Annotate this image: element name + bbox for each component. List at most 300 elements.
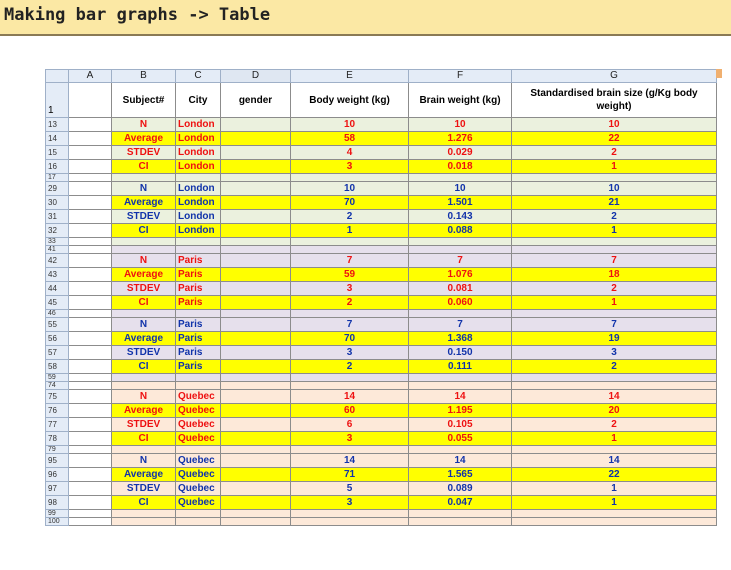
- row-number[interactable]: 74: [46, 382, 69, 390]
- cell-a[interactable]: [69, 374, 112, 382]
- cell-gender[interactable]: [221, 374, 291, 382]
- cell-standardised[interactable]: 14: [512, 454, 717, 468]
- cell-standardised[interactable]: 2: [512, 146, 717, 160]
- row-number[interactable]: 46: [46, 310, 69, 318]
- row-number[interactable]: 45: [46, 296, 69, 310]
- cell-a[interactable]: [69, 482, 112, 496]
- blank-row: [46, 510, 717, 518]
- table-row: [46, 346, 717, 360]
- cell-gender[interactable]: [221, 310, 291, 318]
- cell-stat[interactable]: CI: [112, 432, 176, 446]
- cell-stat[interactable]: [112, 174, 176, 182]
- cell-city[interactable]: Quebec: [176, 418, 221, 432]
- cell-a[interactable]: [69, 282, 112, 296]
- cell-gender[interactable]: [221, 446, 291, 454]
- row-number[interactable]: 1: [46, 83, 69, 118]
- cell-gender[interactable]: [221, 118, 291, 132]
- cell-standardised[interactable]: 1: [512, 432, 717, 446]
- cell-body-weight[interactable]: 10: [291, 182, 409, 196]
- cell-brain-weight[interactable]: 1.501: [409, 196, 512, 210]
- cell-a[interactable]: [69, 454, 112, 468]
- cell-gender[interactable]: [221, 174, 291, 182]
- cell-body-weight[interactable]: 14: [291, 454, 409, 468]
- cell-city[interactable]: Quebec: [176, 390, 221, 404]
- cell-a[interactable]: [69, 446, 112, 454]
- cell-city[interactable]: London: [176, 182, 221, 196]
- cell-body-weight[interactable]: 59: [291, 268, 409, 282]
- cell-body-weight[interactable]: 6: [291, 418, 409, 432]
- cell-city[interactable]: Quebec: [176, 432, 221, 446]
- row-number[interactable]: 76: [46, 404, 69, 418]
- cell-brain-weight[interactable]: 0.018: [409, 160, 512, 174]
- cell-a[interactable]: [69, 404, 112, 418]
- cell-standardised[interactable]: [512, 374, 717, 382]
- cell-city[interactable]: Paris: [176, 268, 221, 282]
- cell-city[interactable]: Paris: [176, 254, 221, 268]
- cell-standardised[interactable]: 2: [512, 418, 717, 432]
- cell-city[interactable]: London: [176, 146, 221, 160]
- cell-city[interactable]: Quebec: [176, 482, 221, 496]
- cell-brain-weight[interactable]: [409, 446, 512, 454]
- cell-standardised[interactable]: 20: [512, 404, 717, 418]
- cell-body-weight[interactable]: [291, 174, 409, 182]
- cell-body-weight[interactable]: [291, 310, 409, 318]
- cell-city[interactable]: [176, 246, 221, 254]
- cell-a[interactable]: [69, 246, 112, 254]
- cell-city[interactable]: [176, 382, 221, 390]
- cell-stat[interactable]: CI: [112, 496, 176, 510]
- cell-body-weight[interactable]: [291, 374, 409, 382]
- cell-stat[interactable]: Average: [112, 196, 176, 210]
- row-number[interactable]: 56: [46, 332, 69, 346]
- cell-city[interactable]: Paris: [176, 332, 221, 346]
- column-header-e[interactable]: E: [291, 70, 409, 83]
- cell-brain-weight[interactable]: 0.105: [409, 418, 512, 432]
- cell-body-weight[interactable]: 70: [291, 196, 409, 210]
- cell-standardised[interactable]: [512, 518, 717, 526]
- row-number[interactable]: 78: [46, 432, 69, 446]
- cell-body-weight[interactable]: 1: [291, 224, 409, 238]
- cell-gender[interactable]: [221, 238, 291, 246]
- cell-stat[interactable]: STDEV: [112, 282, 176, 296]
- table-row: [46, 282, 717, 296]
- cell-brain-weight[interactable]: 0.150: [409, 346, 512, 360]
- cell-body-weight[interactable]: 58: [291, 132, 409, 146]
- cell-brain-weight[interactable]: 1.076: [409, 268, 512, 282]
- cell-city[interactable]: Paris: [176, 282, 221, 296]
- row-number[interactable]: 29: [46, 182, 69, 196]
- cell-gender[interactable]: [221, 432, 291, 446]
- row-number[interactable]: 58: [46, 360, 69, 374]
- table-row: [46, 482, 717, 496]
- cell-a[interactable]: [69, 182, 112, 196]
- cell-gender[interactable]: [221, 454, 291, 468]
- cell-a[interactable]: [69, 496, 112, 510]
- cell-standardised[interactable]: 14: [512, 390, 717, 404]
- header-standardised-brain-size[interactable]: Standardised brain size (g/Kg body weight): [512, 83, 717, 118]
- cell-brain-weight[interactable]: 7: [409, 254, 512, 268]
- cell-a[interactable]: [69, 346, 112, 360]
- cell-brain-weight[interactable]: 0.029: [409, 146, 512, 160]
- cell-a[interactable]: [69, 296, 112, 310]
- cell-brain-weight[interactable]: 0.143: [409, 210, 512, 224]
- cell-gender[interactable]: [221, 246, 291, 254]
- cell-city[interactable]: Paris: [176, 360, 221, 374]
- cell-brain-weight[interactable]: 0.060: [409, 296, 512, 310]
- cell-gender[interactable]: [221, 254, 291, 268]
- cell-body-weight[interactable]: 10: [291, 118, 409, 132]
- cell-gender[interactable]: [221, 382, 291, 390]
- cell-stat[interactable]: N: [112, 118, 176, 132]
- cell-brain-weight[interactable]: 0.055: [409, 432, 512, 446]
- row-number[interactable]: 33: [46, 238, 69, 246]
- row-number[interactable]: 14: [46, 132, 69, 146]
- cell-gender[interactable]: [221, 360, 291, 374]
- cell-stat[interactable]: STDEV: [112, 418, 176, 432]
- cell-city[interactable]: [176, 446, 221, 454]
- cell-a[interactable]: [69, 174, 112, 182]
- cell-stat[interactable]: N: [112, 254, 176, 268]
- cell-gender[interactable]: [221, 282, 291, 296]
- cell-brain-weight[interactable]: 1.276: [409, 132, 512, 146]
- cell-a[interactable]: [69, 468, 112, 482]
- row-number[interactable]: 41: [46, 246, 69, 254]
- header-brain-weight[interactable]: Brain weight (kg): [409, 83, 512, 118]
- cell-body-weight[interactable]: 3: [291, 282, 409, 296]
- cell-brain-weight[interactable]: [409, 518, 512, 526]
- row-number[interactable]: 44: [46, 282, 69, 296]
- cell-city[interactable]: Quebec: [176, 454, 221, 468]
- cell-a[interactable]: [69, 196, 112, 210]
- cell-gender[interactable]: [221, 346, 291, 360]
- cell-a[interactable]: [69, 510, 112, 518]
- cell-brain-weight[interactable]: 14: [409, 390, 512, 404]
- cell-city[interactable]: Paris: [176, 346, 221, 360]
- title-bar: [0, 0, 731, 36]
- cell-stat[interactable]: [112, 238, 176, 246]
- table-row: [46, 332, 717, 346]
- row-number[interactable]: 79: [46, 446, 69, 454]
- table-row: [46, 210, 717, 224]
- cell-city[interactable]: [176, 518, 221, 526]
- row-number[interactable]: 95: [46, 454, 69, 468]
- cell-brain-weight[interactable]: [409, 382, 512, 390]
- cell-city[interactable]: Quebec: [176, 404, 221, 418]
- cell-standardised[interactable]: 10: [512, 118, 717, 132]
- cell-standardised[interactable]: 7: [512, 318, 717, 332]
- cell-gender[interactable]: [221, 510, 291, 518]
- row-number[interactable]: 17: [46, 174, 69, 182]
- cell-brain-weight[interactable]: 0.047: [409, 496, 512, 510]
- cell-gender[interactable]: [221, 296, 291, 310]
- cell-stat[interactable]: STDEV: [112, 346, 176, 360]
- cell-body-weight[interactable]: [291, 238, 409, 246]
- cell-a[interactable]: [69, 390, 112, 404]
- table-row: [46, 146, 717, 160]
- cell-standardised[interactable]: [512, 310, 717, 318]
- cell-standardised[interactable]: 2: [512, 282, 717, 296]
- column-header-c[interactable]: C: [176, 70, 221, 83]
- cell-city[interactable]: London: [176, 210, 221, 224]
- cell-city[interactable]: [176, 374, 221, 382]
- cell-a[interactable]: [69, 210, 112, 224]
- cell-body-weight[interactable]: 5: [291, 482, 409, 496]
- cell-standardised[interactable]: 2: [512, 360, 717, 374]
- cell-standardised[interactable]: 1: [512, 160, 717, 174]
- cell-a[interactable]: [69, 382, 112, 390]
- cell-a[interactable]: [69, 268, 112, 282]
- cell-brain-weight[interactable]: [409, 246, 512, 254]
- cell-gender[interactable]: [221, 332, 291, 346]
- row-number[interactable]: 57: [46, 346, 69, 360]
- cell-a[interactable]: [69, 254, 112, 268]
- cell-body-weight[interactable]: 7: [291, 254, 409, 268]
- cell-brain-weight[interactable]: 0.089: [409, 482, 512, 496]
- cell-city[interactable]: [176, 310, 221, 318]
- cell-stat[interactable]: Average: [112, 332, 176, 346]
- cell-body-weight[interactable]: [291, 510, 409, 518]
- row-number[interactable]: 59: [46, 374, 69, 382]
- cell-standardised[interactable]: 7: [512, 254, 717, 268]
- cell-gender[interactable]: [221, 468, 291, 482]
- cell-stat[interactable]: Average: [112, 268, 176, 282]
- cell-stat[interactable]: [112, 246, 176, 254]
- cell-city[interactable]: London: [176, 196, 221, 210]
- blank-row: [46, 374, 717, 382]
- column-header-b[interactable]: B: [112, 70, 176, 83]
- cell-body-weight[interactable]: 3: [291, 432, 409, 446]
- row-number[interactable]: 99: [46, 510, 69, 518]
- blank-row: [46, 382, 717, 390]
- cell-city[interactable]: London: [176, 224, 221, 238]
- cell-brain-weight[interactable]: 7: [409, 318, 512, 332]
- select-all-corner[interactable]: [46, 70, 69, 83]
- cell-stat[interactable]: [112, 510, 176, 518]
- cell-brain-weight[interactable]: [409, 374, 512, 382]
- table-row: [46, 296, 717, 310]
- cell-stat[interactable]: [112, 310, 176, 318]
- row-number[interactable]: 55: [46, 318, 69, 332]
- cell-stat[interactable]: CI: [112, 224, 176, 238]
- cell-city[interactable]: [176, 174, 221, 182]
- cell-a[interactable]: [69, 118, 112, 132]
- row-number[interactable]: 97: [46, 482, 69, 496]
- cell-gender[interactable]: [221, 224, 291, 238]
- cell-stat[interactable]: [112, 518, 176, 526]
- row-number[interactable]: 31: [46, 210, 69, 224]
- row-number[interactable]: 75: [46, 390, 69, 404]
- cell-standardised[interactable]: 10: [512, 182, 717, 196]
- row-number[interactable]: 98: [46, 496, 69, 510]
- header-gender[interactable]: gender: [221, 83, 291, 118]
- cell-brain-weight[interactable]: [409, 174, 512, 182]
- cell-a[interactable]: [69, 238, 112, 246]
- cell-standardised[interactable]: 2: [512, 210, 717, 224]
- cell-brain-weight[interactable]: 1.195: [409, 404, 512, 418]
- cell-stat[interactable]: STDEV: [112, 146, 176, 160]
- cell-standardised[interactable]: 22: [512, 132, 717, 146]
- header-body-weight[interactable]: Body weight (kg): [291, 83, 409, 118]
- cell-body-weight[interactable]: [291, 446, 409, 454]
- cell-city[interactable]: London: [176, 132, 221, 146]
- cell-gender[interactable]: [221, 318, 291, 332]
- cell-a[interactable]: [69, 310, 112, 318]
- cell-body-weight[interactable]: [291, 382, 409, 390]
- row-number[interactable]: 15: [46, 146, 69, 160]
- cell-body-weight[interactable]: 3: [291, 160, 409, 174]
- cell-gender[interactable]: [221, 182, 291, 196]
- cell-a[interactable]: [69, 518, 112, 526]
- cell-standardised[interactable]: [512, 382, 717, 390]
- cell-stat[interactable]: CI: [112, 296, 176, 310]
- cell-body-weight[interactable]: 3: [291, 346, 409, 360]
- cell-body-weight[interactable]: [291, 246, 409, 254]
- cell-brain-weight[interactable]: 0.081: [409, 282, 512, 296]
- cell-stat[interactable]: Average: [112, 132, 176, 146]
- cell-brain-weight[interactable]: 10: [409, 182, 512, 196]
- cell-standardised[interactable]: 1: [512, 296, 717, 310]
- cell-stat[interactable]: N: [112, 390, 176, 404]
- cell-city[interactable]: Paris: [176, 318, 221, 332]
- column-header-a[interactable]: A: [69, 70, 112, 83]
- row-number[interactable]: 77: [46, 418, 69, 432]
- cell-body-weight[interactable]: [291, 518, 409, 526]
- cell-gender[interactable]: [221, 196, 291, 210]
- cell-gender[interactable]: [221, 404, 291, 418]
- cell-stat[interactable]: [112, 374, 176, 382]
- row-number[interactable]: 96: [46, 468, 69, 482]
- cell-brain-weight[interactable]: 1.565: [409, 468, 512, 482]
- cell-body-weight[interactable]: 2: [291, 296, 409, 310]
- cell-brain-weight[interactable]: 1.368: [409, 332, 512, 346]
- cell-city[interactable]: Paris: [176, 296, 221, 310]
- cell-brain-weight[interactable]: 10: [409, 118, 512, 132]
- table-row: [46, 268, 717, 282]
- cell-stat[interactable]: N: [112, 318, 176, 332]
- cell-brain-weight[interactable]: [409, 510, 512, 518]
- cell-brain-weight[interactable]: 0.111: [409, 360, 512, 374]
- row-number[interactable]: 13: [46, 118, 69, 132]
- row-number[interactable]: 43: [46, 268, 69, 282]
- cell-body-weight[interactable]: 2: [291, 210, 409, 224]
- row-number[interactable]: 100: [46, 518, 69, 526]
- cell-standardised[interactable]: 1: [512, 224, 717, 238]
- cell-body-weight[interactable]: 2: [291, 360, 409, 374]
- cell-stat[interactable]: N: [112, 182, 176, 196]
- cell-a[interactable]: [69, 318, 112, 332]
- cell-a[interactable]: [69, 432, 112, 446]
- cell-standardised[interactable]: 1: [512, 496, 717, 510]
- cell-city[interactable]: London: [176, 160, 221, 174]
- cell-gender[interactable]: [221, 390, 291, 404]
- cell-a[interactable]: [69, 224, 112, 238]
- cell-stat[interactable]: N: [112, 454, 176, 468]
- column-header-d[interactable]: D: [221, 70, 291, 83]
- header-cell-a[interactable]: [69, 83, 112, 118]
- cell-gender[interactable]: [221, 210, 291, 224]
- cell-standardised[interactable]: 1: [512, 482, 717, 496]
- cell-city[interactable]: [176, 238, 221, 246]
- cell-gender[interactable]: [221, 518, 291, 526]
- table-row: [46, 132, 717, 146]
- cell-gender[interactable]: [221, 160, 291, 174]
- cell-gender[interactable]: [221, 418, 291, 432]
- row-number[interactable]: 42: [46, 254, 69, 268]
- cell-stat[interactable]: Average: [112, 468, 176, 482]
- cell-body-weight[interactable]: 70: [291, 332, 409, 346]
- cell-a[interactable]: [69, 146, 112, 160]
- cell-stat[interactable]: [112, 382, 176, 390]
- cell-body-weight[interactable]: 3: [291, 496, 409, 510]
- table-row: [46, 318, 717, 332]
- row-number[interactable]: 16: [46, 160, 69, 174]
- cell-stat[interactable]: [112, 446, 176, 454]
- cell-gender[interactable]: [221, 482, 291, 496]
- cell-standardised[interactable]: [512, 238, 717, 246]
- row-number[interactable]: 30: [46, 196, 69, 210]
- cell-gender[interactable]: [221, 268, 291, 282]
- cell-standardised[interactable]: 21: [512, 196, 717, 210]
- cell-brain-weight[interactable]: [409, 238, 512, 246]
- cell-standardised[interactable]: [512, 246, 717, 254]
- cell-body-weight[interactable]: 7: [291, 318, 409, 332]
- cell-a[interactable]: [69, 132, 112, 146]
- cell-city[interactable]: London: [176, 118, 221, 132]
- cell-brain-weight[interactable]: [409, 310, 512, 318]
- sheet-edge-marker: [716, 69, 722, 78]
- cell-stat[interactable]: STDEV: [112, 210, 176, 224]
- cell-gender[interactable]: [221, 132, 291, 146]
- cell-body-weight[interactable]: 14: [291, 390, 409, 404]
- cell-a[interactable]: [69, 332, 112, 346]
- cell-brain-weight[interactable]: 14: [409, 454, 512, 468]
- table-row: [46, 404, 717, 418]
- cell-body-weight[interactable]: 71: [291, 468, 409, 482]
- cell-standardised[interactable]: 19: [512, 332, 717, 346]
- cell-stat[interactable]: Average: [112, 404, 176, 418]
- cell-city[interactable]: Quebec: [176, 496, 221, 510]
- blank-row: [46, 246, 717, 254]
- cell-a[interactable]: [69, 160, 112, 174]
- cell-stat[interactable]: CI: [112, 160, 176, 174]
- cell-city[interactable]: Quebec: [176, 468, 221, 482]
- cell-standardised[interactable]: 3: [512, 346, 717, 360]
- table-row: [46, 454, 717, 468]
- cell-city[interactable]: [176, 510, 221, 518]
- row-number[interactable]: 32: [46, 224, 69, 238]
- cell-stat[interactable]: CI: [112, 360, 176, 374]
- cell-standardised[interactable]: [512, 446, 717, 454]
- cell-body-weight[interactable]: 4: [291, 146, 409, 160]
- cell-body-weight[interactable]: 60: [291, 404, 409, 418]
- header-subject[interactable]: Subject#: [112, 83, 176, 118]
- cell-stat[interactable]: STDEV: [112, 482, 176, 496]
- cell-gender[interactable]: [221, 496, 291, 510]
- table-row: [46, 418, 717, 432]
- column-header-g[interactable]: G: [512, 70, 717, 83]
- cell-standardised[interactable]: 22: [512, 468, 717, 482]
- header-city[interactable]: City: [176, 83, 221, 118]
- column-header-f[interactable]: F: [409, 70, 512, 83]
- cell-gender[interactable]: [221, 146, 291, 160]
- cell-brain-weight[interactable]: 0.088: [409, 224, 512, 238]
- cell-a[interactable]: [69, 360, 112, 374]
- cell-standardised[interactable]: [512, 510, 717, 518]
- cell-standardised[interactable]: [512, 174, 717, 182]
- cell-standardised[interactable]: 18: [512, 268, 717, 282]
- cell-a[interactable]: [69, 418, 112, 432]
- table-row: [46, 496, 717, 510]
